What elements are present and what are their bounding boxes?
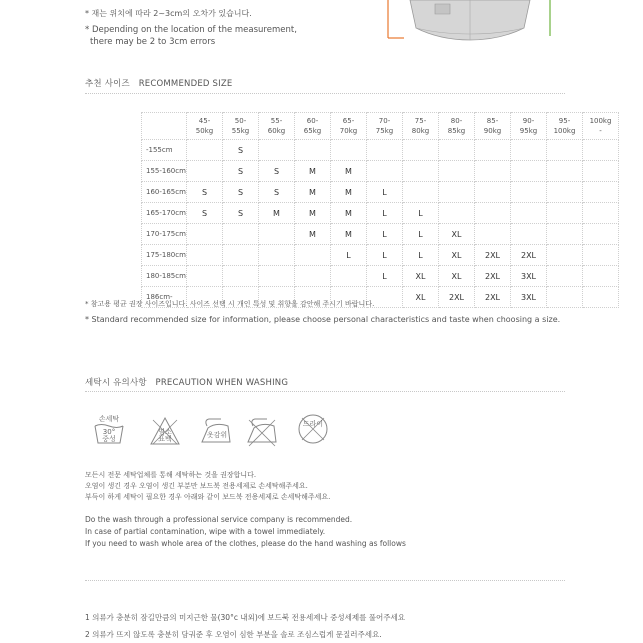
size-cell: L [367,182,403,203]
size-cell: L [331,245,367,266]
size-cell: M [331,203,367,224]
jacket-illustration [380,0,560,44]
size-cell: L [403,203,439,224]
weight-header-cell [331,113,367,140]
weight-header-cell [475,113,511,140]
size-cell: M [295,203,331,224]
weight-from: 80- [450,117,463,125]
size-cell [475,203,511,224]
size-cell: L [367,203,403,224]
weight-to: - [599,127,602,135]
step-2: 2 의류가 뜨지 않도록 충분히 담궈준 후 오염이 심한 부분을 솔로 조심스럽게 문질러주세요. [85,630,382,639]
washing-ko-line: 부득이 하게 세탁이 필요한 경우 아래와 같이 보드북 전용세제로 손세탁해주세요. [85,493,331,501]
weight-from: 60- [306,117,319,125]
size-row [142,203,619,224]
weight-from: 65- [342,117,355,125]
washing-ko-text [85,470,330,503]
size-cell [511,224,547,245]
washing-en-text [85,514,406,550]
height-label: 186cm- [142,287,187,308]
size-cell [547,266,583,287]
weight-header-cell [439,113,475,140]
washing-ko-line: 모든시 전문 세탁업체를 통해 세탁하는 것을 권장합니다. [85,471,257,479]
section-divider [85,93,565,94]
measurement-note-en: * Depending on the location of the measurement, [85,25,297,35]
hand-wash-temp: 30° [102,428,116,436]
size-cell [583,182,619,203]
weight-to: 60kg [267,127,286,135]
size-cell: M [295,182,331,203]
size-cell: 2XL [475,287,511,308]
size-cell [583,266,619,287]
size-cell [403,182,439,203]
size-cell: 3XL [511,287,547,308]
size-cell [259,266,295,287]
weight-header-cell [547,113,583,140]
no-iron-icon [245,414,279,448]
size-cell: XL [403,266,439,287]
size-cell [295,266,331,287]
height-label: 155-160cm [142,161,187,182]
recommend-note-en: * Standard recommended size for information, please choose personal characteristics and taste when choosing a size. [85,315,561,324]
weight-from: 95- [558,117,571,125]
size-cell [403,161,439,182]
size-cell [259,140,295,161]
hand-wash-detergent: 중성 [102,435,116,443]
recommended-size-title-ko: 추천 사이즈 [85,79,130,89]
size-cell [295,245,331,266]
weight-to: 50kg [195,127,214,135]
size-cell [547,287,583,308]
size-cell [547,203,583,224]
weight-header-cell [367,113,403,140]
size-cell [187,245,223,266]
weight-header-row [142,113,619,140]
measurement-note-en-2: there may be 2 to 3cm errors [90,37,216,47]
size-cell [475,161,511,182]
size-cell [583,203,619,224]
size-cell: S [187,182,223,203]
size-cell: L [403,245,439,266]
size-cell [583,224,619,245]
recommended-size-title [85,77,232,89]
size-cell [439,182,475,203]
size-cell [367,140,403,161]
weight-header-cell [403,113,439,140]
no-dry-clean-label: 드라이 [302,420,324,428]
size-cell: M [295,224,331,245]
washing-title-ko: 세탁시 유의사항 [85,378,147,388]
recommend-note-ko: * 참고용 평균 권장 사이즈입니다. 사이즈 선택 시 개인 특성 및 취향을 감안해 주시기 바랍니다. [85,300,375,308]
size-row [142,140,619,161]
weight-to: 70kg [339,127,358,135]
size-table [141,112,619,308]
size-cell [547,140,583,161]
size-cell [475,140,511,161]
size-cell: L [367,224,403,245]
weight-from: 75- [414,117,427,125]
size-cell: S [223,203,259,224]
size-cell: S [223,161,259,182]
size-cell: 2XL [439,287,475,308]
size-cell: M [259,203,295,224]
size-cell: XL [439,224,475,245]
weight-header-cell [223,113,259,140]
size-cell [403,140,439,161]
size-cell [187,224,223,245]
height-label: 170-175cm [142,224,187,245]
weight-to: 100kg [553,127,576,135]
size-cell [511,182,547,203]
size-cell: XL [403,287,439,308]
size-cell [583,245,619,266]
weight-from: 70- [378,117,391,125]
washing-divider [85,391,565,392]
no-dry-clean-icon [296,412,330,446]
size-cell [547,182,583,203]
size-cell: 2XL [475,245,511,266]
weight-to: 80kg [411,127,430,135]
no-bleach-label-2: 표백 [158,435,172,443]
size-cell: S [259,182,295,203]
size-cell: L [367,266,403,287]
size-row [142,161,619,182]
size-cell [439,161,475,182]
washing-en-line: Do the wash through a professional service company is recommended. [85,515,353,524]
height-label: 160-165cm [142,182,187,203]
size-cell [547,161,583,182]
no-bleach-icon [148,414,182,448]
size-cell: M [331,182,367,203]
size-cell: M [331,161,367,182]
weight-from: 45- [198,117,211,125]
weight-header-cell [511,113,547,140]
size-cell [511,161,547,182]
weight-to: 85kg [447,127,466,135]
weight-header-cell [187,113,223,140]
height-label: 180-185cm [142,266,187,287]
weight-from: 50- [234,117,247,125]
washing-en-line: If you need to wash whole area of the clothes, please do the hand washing as follows [85,539,406,548]
hand-wash-icon [92,412,126,446]
size-cell [547,245,583,266]
height-label: 165-170cm [142,203,187,224]
size-cell [295,140,331,161]
height-label: 175-180cm [142,245,187,266]
size-cell [187,266,223,287]
size-cell [223,266,259,287]
size-cell [331,266,367,287]
size-cell: XL [439,245,475,266]
size-cell: M [331,224,367,245]
size-cell: M [295,161,331,182]
size-cell: L [367,245,403,266]
size-cell [439,203,475,224]
step-1: 1 의류가 충분히 잠길만큼의 미지근한 물(30°c 내외)에 보드북 전용세제나 중성세제를 풀어주세요 [85,613,405,622]
size-row [142,182,619,203]
size-cell [475,224,511,245]
size-cell: 3XL [511,266,547,287]
weight-to: 90kg [483,127,502,135]
size-cell: S [223,182,259,203]
no-bleach-label-1: 염소 [158,428,172,436]
weight-from: 85- [486,117,499,125]
size-cell [439,140,475,161]
washing-en-line: In case of partial contamination, wipe with a towel immediately. [85,527,326,536]
steps-divider [85,580,565,581]
size-row [142,224,619,245]
size-table-body [142,140,619,308]
washing-ko-line: 오염이 생긴 경우 오염이 생긴 부분만 보드북 전용세제로 손세탁해주세요. [85,482,308,490]
size-cell [187,140,223,161]
weight-header-cell [259,113,295,140]
size-cell [547,224,583,245]
size-cell: S [259,161,295,182]
size-cell: 2XL [511,245,547,266]
size-cell [223,224,259,245]
measurement-note-ko: * 재는 위치에 따라 2~3cm의 오차가 있습니다. [85,9,252,18]
height-label: -155cm [142,140,187,161]
weight-to: 65kg [303,127,322,135]
size-cell [511,140,547,161]
size-cell [583,161,619,182]
size-cell: XL [439,266,475,287]
size-row [142,266,619,287]
size-cell: 2XL [475,266,511,287]
size-row [142,245,619,266]
size-cell [583,140,619,161]
size-cell [331,140,367,161]
iron-label: 옷감위 [206,431,228,439]
weight-header-cell [583,113,619,140]
size-cell [583,287,619,308]
hand-wash-label: 손세탁 [98,415,120,423]
size-cell [223,245,259,266]
size-cell [187,161,223,182]
recommended-size-title-en: RECOMMENDED SIZE [138,79,233,89]
washing-title [85,376,288,388]
size-cell [367,161,403,182]
size-cell: L [403,224,439,245]
iron-icon [199,414,233,448]
washing-title-en: PRECAUTION WHEN WASHING [155,378,289,388]
weight-header-cell [295,113,331,140]
size-cell: S [187,203,223,224]
size-cell [259,224,295,245]
weight-to: 55kg [231,127,250,135]
size-cell: S [223,140,259,161]
size-cell [259,245,295,266]
weight-from: 55- [270,117,283,125]
weight-to: 75kg [375,127,394,135]
weight-from: 90- [522,117,535,125]
weight-from: 100kg [589,117,612,125]
corner-cell [142,113,187,140]
weight-to: 95kg [519,127,538,135]
size-cell [475,182,511,203]
size-cell [511,203,547,224]
